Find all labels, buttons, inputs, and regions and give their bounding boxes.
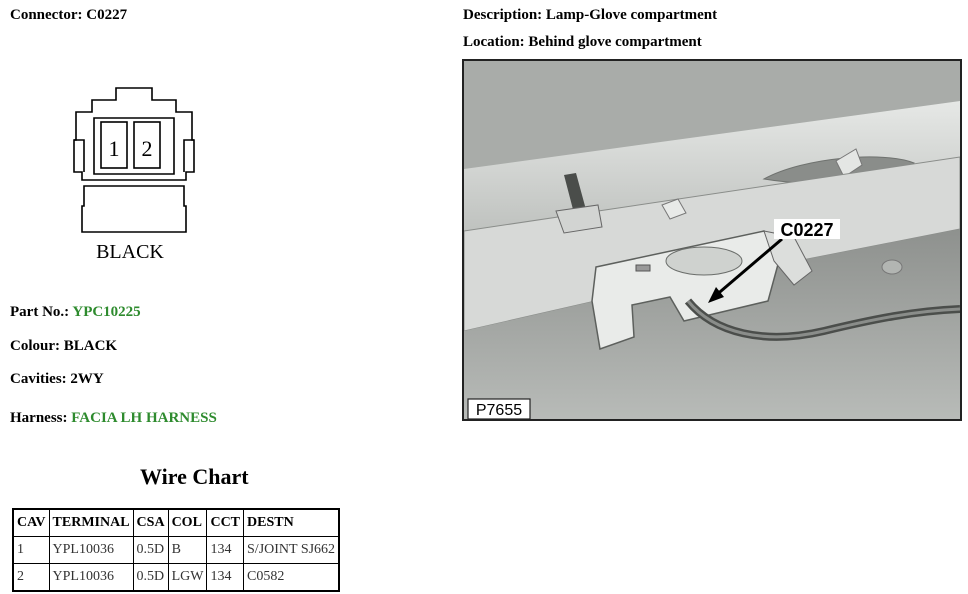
wire-chart-title: Wire Chart (140, 464, 249, 489)
col-header-destn: DESTN (244, 509, 340, 537)
cavities-value: 2WY (70, 371, 104, 387)
cavities-label: Cavities: (10, 371, 67, 387)
part-number-link[interactable]: YPC10225 (72, 304, 141, 320)
cell-csa: 0.5D (133, 564, 168, 592)
colour-label: Colour: (10, 338, 60, 354)
colour-value: BLACK (63, 338, 118, 354)
wire-chart-table (12, 508, 340, 592)
cavities-line (10, 371, 104, 388)
connector-face-svg (68, 82, 200, 268)
cell-col: B (168, 537, 207, 564)
cell-cct: 134 (207, 564, 244, 592)
cell-destn: C0582 (244, 564, 340, 592)
cell-cct: 134 (207, 537, 244, 564)
location-photo-svg (464, 61, 960, 419)
cell-cav: 2 (13, 564, 49, 592)
location-photo (462, 59, 962, 421)
connector-value: C0227 (86, 7, 128, 23)
connector-label: Connector: (10, 7, 83, 23)
table-row (13, 564, 339, 592)
location-line (463, 34, 702, 51)
harness-label: Harness: (10, 410, 68, 426)
table-row (13, 537, 339, 564)
harness-line (10, 410, 217, 427)
part-number-line (10, 304, 141, 321)
part-number-label: Part No.: (10, 304, 70, 320)
description-line (463, 7, 717, 24)
description-label: Description: (463, 7, 543, 23)
location-label: Location: (463, 34, 525, 50)
harness-link[interactable]: FACIA LH HARNESS (71, 410, 217, 426)
colour-line (10, 338, 117, 355)
col-header-cct: CCT (207, 509, 244, 537)
cell-csa: 0.5D (133, 537, 168, 564)
cavity-1-number: 1 (108, 136, 120, 161)
photo-reference: P7655 (475, 402, 523, 419)
cell-terminal: YPL10036 (49, 564, 133, 592)
col-header-cav: CAV (13, 509, 49, 537)
cell-col: LGW (168, 564, 207, 592)
col-header-terminal: TERMINAL (49, 509, 133, 537)
cavity-2-number: 2 (141, 136, 153, 161)
photo-callout-label: C0227 (780, 220, 834, 240)
cell-destn: S/JOINT SJ662 (244, 537, 340, 564)
connector-line (10, 7, 127, 24)
col-header-col: COL (168, 509, 207, 537)
cell-cav: 1 (13, 537, 49, 564)
cell-terminal: YPL10036 (49, 537, 133, 564)
location-value: Behind glove compartment (528, 34, 702, 50)
connector-face-drawing (68, 82, 200, 268)
description-value: Lamp-Glove compartment (545, 7, 718, 23)
drawing-colour-text: BLACK (96, 241, 164, 263)
col-header-csa: CSA (133, 509, 168, 537)
wire-chart-header-row (13, 509, 339, 537)
